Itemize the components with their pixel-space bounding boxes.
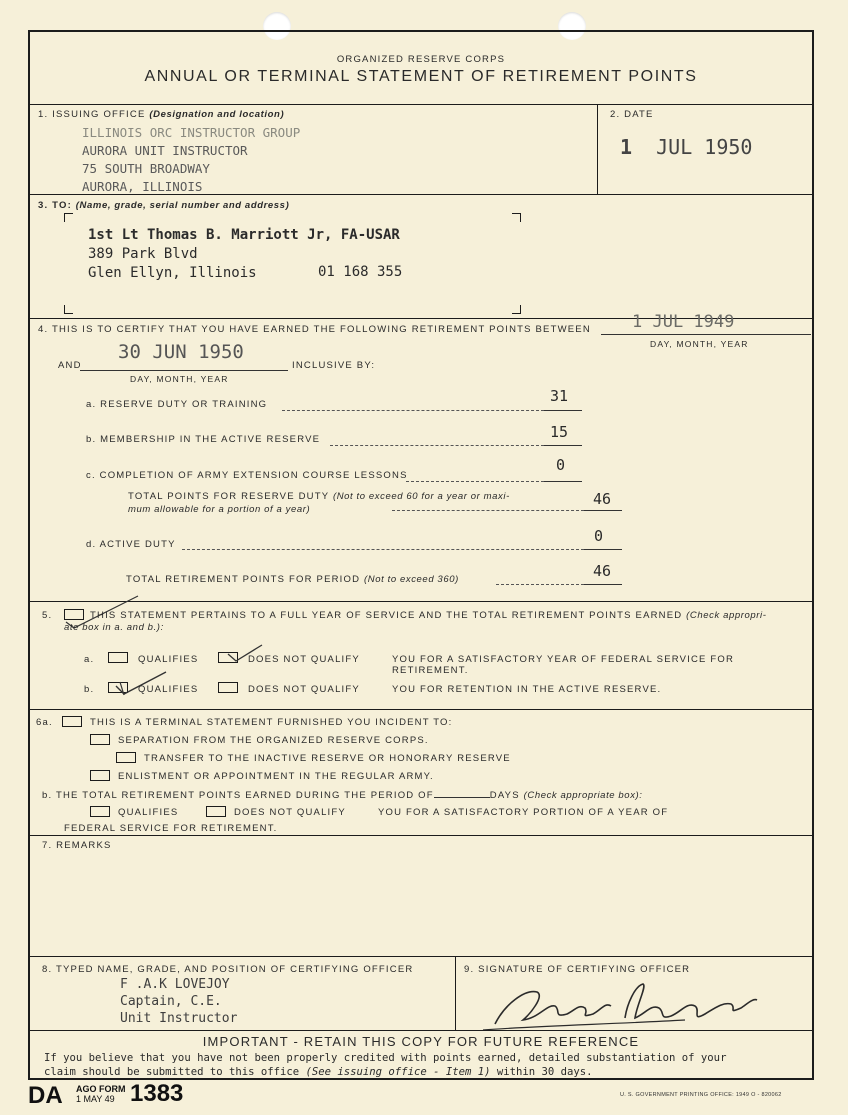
to-date-line [80,370,288,371]
form-ago: AGO FORM 1 MAY 49 [76,1084,126,1104]
not-qualify-b-checkbox[interactable] [218,682,238,693]
window-corner-mark [64,305,73,314]
qualifies-b-label: QUALIFIES [138,684,199,695]
from-date-line [601,334,811,335]
dmy-caption: DAY, MONTH, YEAR [130,374,229,384]
total-reserve-points: 46 [593,490,612,508]
points-line [584,510,622,511]
not-qualify-6b-checkbox[interactable] [206,806,226,817]
divider [30,1030,812,1031]
divider [597,104,598,194]
corps-heading: ORGANIZED RESERVE CORPS [336,54,506,65]
inclusive-label: INCLUSIVE BY: [292,360,376,371]
divider [30,956,812,957]
divider [30,709,812,710]
window-corner-mark [64,213,73,222]
enlistment-label: ENLISTMENT OR APPOINTMENT IN THE REGULAR ARMY. [118,771,434,782]
section6b-tail: YOU FOR A SATISFACTORY PORTION OF A YEAR OF [378,807,669,818]
divider [30,104,812,105]
section4-intro: 4. THIS IS TO CERTIFY THAT YOU HAVE EARNED THE FOLLOWING RETIREMENT POINTS BETWEEN [38,324,591,335]
leader-line [282,410,544,411]
divider [30,194,812,195]
qualifies-a-checkbox[interactable] [108,652,128,663]
points-line [584,549,622,550]
leader-line [330,445,544,446]
section6b-text: b. THE TOTAL RETIREMENT POINTS EARNED DURING THE PERIOD OF DAYS (Check appropriate box): [42,790,643,801]
window-corner-mark [512,213,521,222]
transfer-label: TRANSFER TO THE INACTIVE RESERVE OR HONORARY RESERVE [144,753,511,764]
membership-label: b. MEMBERSHIP IN THE ACTIVE RESERVE [86,434,321,445]
extension-course-label: c. COMPLETION OF ARMY EXTENSION COURSE LESSONS [86,470,408,481]
terminal-statement-checkbox[interactable] [62,716,82,727]
separation-label: SEPARATION FROM THE ORGANIZED RESERVE CORPS. [118,735,429,746]
form-title: ANNUAL OR TERMINAL STATEMENT OF RETIREMENT POINTS [144,68,698,85]
form-prefix: DA [28,1082,63,1109]
extension-course-points: 0 [556,456,566,474]
enlistment-checkbox[interactable] [90,770,110,781]
section6-text: THIS IS A TERMINAL STATEMENT FURNISHED YOU INCIDENT TO: [90,717,453,728]
signature-label: 9. SIGNATURE OF CERTIFYING OFFICER [464,964,691,975]
important-text: If you believe that you have not been properly credited with points earned, detailed substantiation of your claim should be submitted to this office (See issuing office - Item 1) within 30 days. [44,1052,727,1078]
not-qualify-b-label: DOES NOT QUALIFY [248,684,360,695]
date-label: 2. DATE [610,109,654,120]
total-period-points: 46 [593,562,612,580]
active-duty-label: d. ACTIVE DUTY [86,539,176,550]
divider [455,956,456,1030]
row-b-letter: b. [84,684,95,695]
officer-label: 8. TYPED NAME, GRADE, AND POSITION OF CERTIFYING OFFICER [42,964,414,975]
section5-text: THIS STATEMENT PERTAINS TO A FULL YEAR OF SERVICE AND THE TOTAL RETIREMENT POINTS EARNED (Check appropri- [90,610,767,621]
points-line [584,584,622,585]
recipient-address: 1st Lt Thomas B. Marriott Jr, FA-USAR 389 Park Blvd Glen Ellyn, Illinois [88,227,400,281]
reserve-duty-points: 31 [550,387,569,405]
from-date-value: 1 JUL 1949 [632,312,735,332]
membership-points: 15 [550,423,569,441]
qualifies-6b-checkbox[interactable] [90,806,110,817]
total-period-label: TOTAL RETIREMENT POINTS FOR PERIOD (Not to exceed 360) [126,574,459,585]
section5-hint: ate box in a. and b.): [64,622,164,633]
qualifies-a-label: QUALIFIES [138,654,199,665]
to-label: 3. TO: (Name, grade, serial number and address) [38,200,290,211]
form-frame [28,30,814,1080]
section6-number: 6a. [36,717,53,728]
dmy-caption: DAY, MONTH, YEAR [650,339,749,349]
date-value: 1 JUL 1950 [620,135,753,159]
points-line [544,481,582,482]
and-label: AND [58,360,82,371]
officer-name-stamp: F .A.K LOVEJOY Captain, C.E. Unit Instructor [120,977,238,1026]
reserve-duty-label: a. RESERVE DUTY OR TRAINING [86,399,268,410]
issuing-label: 1. ISSUING OFFICE (Designation and location) [38,109,285,120]
divider [30,601,812,602]
transfer-checkbox[interactable] [116,752,136,763]
points-line [544,445,582,446]
section5-number: 5. [42,610,53,621]
leader-line [182,549,584,550]
remarks-label: 7. REMARKS [42,840,112,851]
divider [30,835,812,836]
not-qualify-6b-label: DOES NOT QUALIFY [234,807,346,818]
active-duty-points: 0 [594,527,604,545]
important-heading: IMPORTANT - RETAIN THIS COPY FOR FUTURE REFERENCE [202,1034,640,1049]
issuing-office-stamp: ILLINOIS ORC INSTRUCTOR GROUP AURORA UNIT INSTRUCTOR 75 SOUTH BROADWAY AURORA, ILLINOIS [82,125,301,194]
leader-line [496,584,584,585]
form-number: 1383 [130,1080,184,1107]
serial-number: 01 168 355 [318,264,403,280]
qualifies-6b-label: QUALIFIES [118,807,179,818]
handwritten-signature [475,974,765,1036]
leader-line [392,510,584,511]
separation-checkbox[interactable] [90,734,110,745]
leader-line [406,481,544,482]
section6b-tail2: FEDERAL SERVICE FOR RETIREMENT. [64,823,278,834]
row-a-letter: a. [84,654,95,665]
row-a-text: YOU FOR A SATISFACTORY YEAR OF FEDERAL SERVICE FOR RETIREMENT. [392,654,735,676]
window-corner-mark [512,305,521,314]
not-qualify-a-label: DOES NOT QUALIFY [248,654,360,665]
printing-office: U. S. GOVERNMENT PRINTING OFFICE: 1949 O - 820062 [620,1092,782,1098]
points-line [544,410,582,411]
to-date-value: 30 JUN 1950 [118,341,244,363]
row-b-text: YOU FOR RETENTION IN THE ACTIVE RESERVE. [392,684,662,695]
total-reserve-label: TOTAL POINTS FOR RESERVE DUTY (Not to exceed 60 for a year or maxi- mum allowable for a portion of a year) [128,491,510,515]
